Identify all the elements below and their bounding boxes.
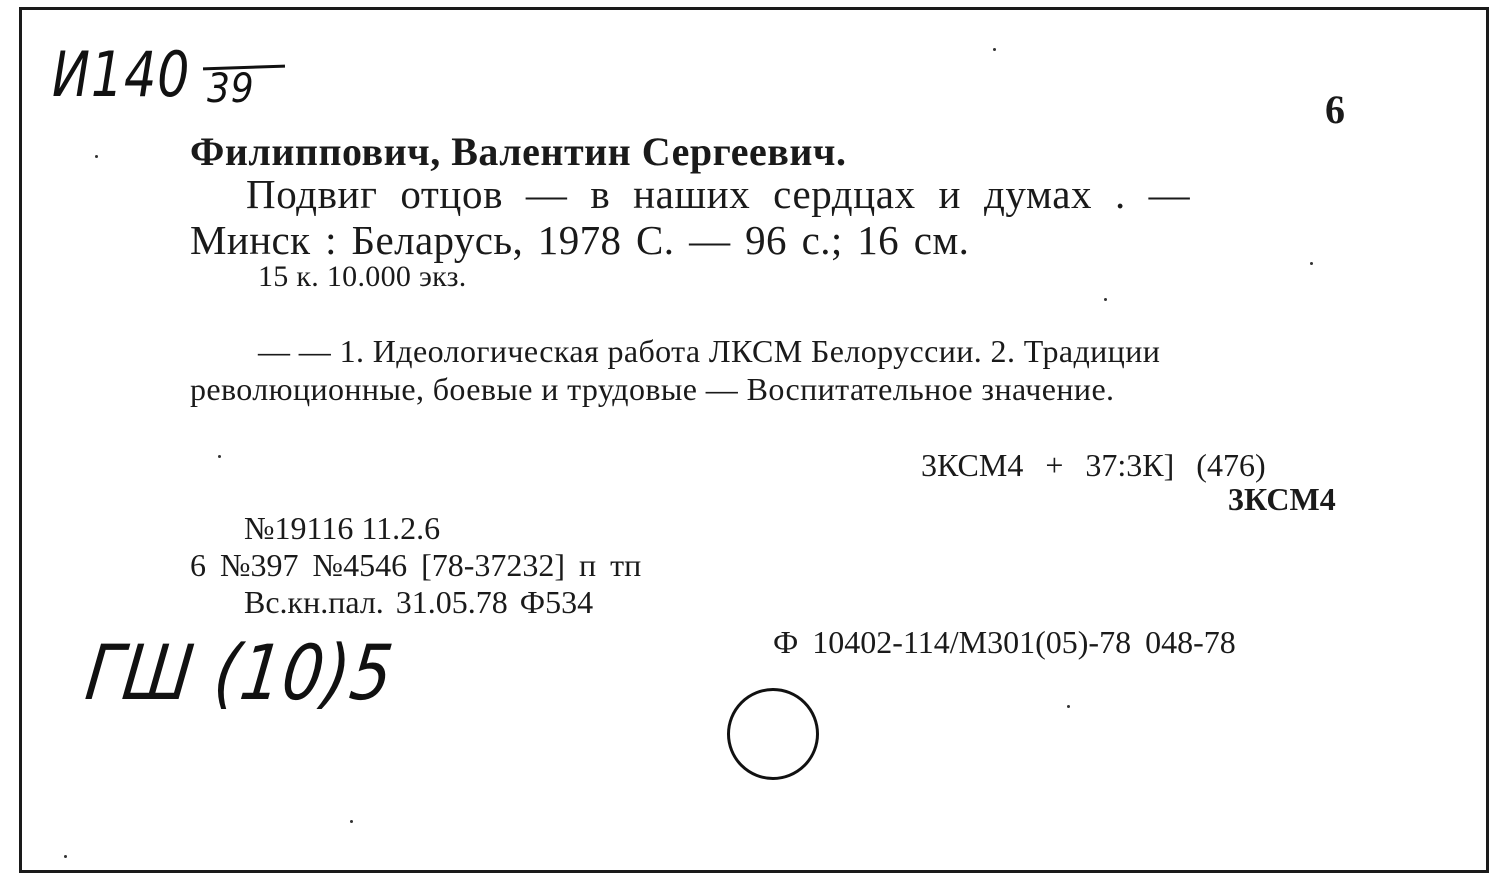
scan-speck bbox=[218, 455, 221, 458]
subjects-line-2: революционные, боевые и трудовые — Воспитательное значение. bbox=[190, 371, 1115, 407]
scan-speck bbox=[993, 48, 996, 51]
punch-hole-circle bbox=[727, 688, 819, 780]
registry-line-3: Вс.кн.пал. 31.05.78 Ф534 bbox=[244, 584, 594, 620]
scan-speck bbox=[350, 820, 353, 823]
classification-index: 3КСМ4 + 37:3К] (476) bbox=[921, 447, 1266, 483]
imprint-code: Ф 10402-114/М301(05)-78 048-78 bbox=[773, 624, 1236, 660]
title-line-1: Подвиг отцов — в наших сердцах и думах . — bbox=[246, 171, 1191, 217]
scan-speck bbox=[1104, 298, 1107, 301]
scan-speck bbox=[95, 155, 98, 158]
handwritten-call-number: И140 bbox=[52, 38, 191, 111]
scan-speck bbox=[64, 855, 67, 858]
registry-line-2: 6 №397 №4546 [78-37232] п тп bbox=[190, 547, 642, 583]
scan-speck bbox=[1310, 262, 1313, 265]
handwritten-call-number-sub: 39 bbox=[207, 66, 255, 112]
classification-code: 3КСМ4 bbox=[1228, 481, 1336, 517]
scan-speck bbox=[1067, 705, 1070, 708]
registry-line-1: №19116 11.2.6 bbox=[244, 510, 441, 546]
author-heading: Филиппович, Валентин Сергеевич. bbox=[190, 129, 847, 174]
title-line-2: Минск : Беларусь, 1978 С. — 96 с.; 16 см. bbox=[190, 217, 970, 263]
subjects-line-1: — — 1. Идеологическая работа ЛКСМ Белоруссии. 2. Традиции bbox=[258, 333, 1161, 369]
handwritten-shelf-note: ГШ (10)5 bbox=[81, 628, 399, 717]
price-and-print-run: 15 к. 10.000 экз. bbox=[258, 260, 467, 293]
card-number: 6 bbox=[1325, 87, 1345, 132]
